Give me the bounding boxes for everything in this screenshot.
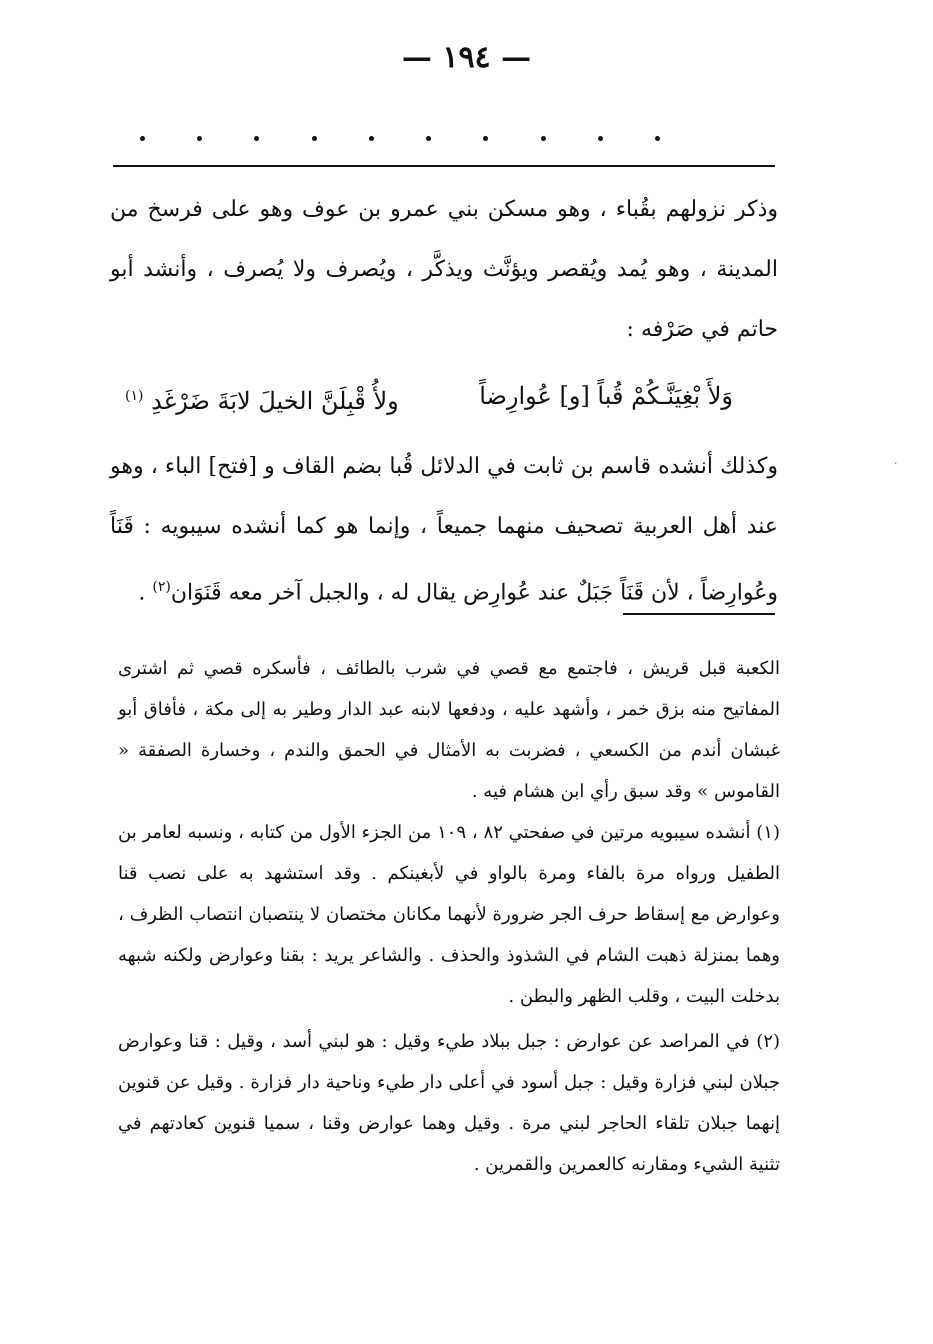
footnote-separator [623,613,775,615]
dot [369,136,374,141]
main-paragraph-2-text: وكذلك أنشده قاسم بن ثابت في الدلائل قُبا بضم القاف و [فتح] الباء ، وهو عند أهل العربية تصحيف منهما جميعاً ، وإنما هو كما أنشده سيبويه : قَنَاً وعُوارِضاً ، لأن قَنَاً جَبَلٌ عند عُوارِض يقال له ، والجبل آخر معه قَنَوَان [110,454,778,606]
footnote-2: (٢) في المراصد عن عوارض : جبل ببلاد طيء وقيل : هو لبني أسد ، وقيل : قنا وعوارض جبلان لبني فزارة وقيل : جبل أسود في أعلى دار طيء وناحية دار فزارة . وقيل عن قنوين إنهما جبلان تلقاء الحاجر لبني مرة . وقيل وهما عوارض وقنا ، سميا قنوين كعادتهم في تثنية الشيء ومقارنه كالعمرين والقمرين . [118,1031,780,1175]
dot [655,136,660,141]
verse-first-hemistich: وَلأَ بْغِيَنَّـكُمْ قُباً [و] عُوارِضاً [479,382,733,410]
footnote-1: (١) أنشده سيبويه مرتين في صفحتي ٨٢ ، ١٠٩ من الجزء الأول من كتابه ، ونسبه لعامر بن الطفيل ورواه مرة بالفاء ومرة بالواو في لأبغينكم . وقد استشهد به على نصب قنا وعوارض مع إسقاط حرف الجر ضرورة لأنهما مكانان مختصان لا ينتصبان انتصاب الظرف ، وهما بمنزلة ذهبت الشام في الشذوذ والحذف . والشاعر يريد : بقنا وعوارض ولكنه شبهه بدخلت البيت ، وقلب الظهر والبطن . [118,822,780,1007]
dot [254,136,259,141]
footnote-marker-2: (٢) [152,579,171,595]
footnote-continuation: الكعبة قبل قريش ، فاجتمع مع قصي في شرب بالطائف ، فأسكره قصي ثم اشترى المفاتيح منه بزق خمر ، وأشهد عليه ، ودفعها لابنه عبد الدار وطير به إلى مكة ، فأفاق أبو غبشان أندم من الكسعي ، فضربت به الأمثال في الحمق والندم ، وخسارة الصفقة « القاموس » وقد سبق رأي ابن هشام فيه . [118,658,780,802]
main-text [110,180,778,623]
header-rule [113,165,775,167]
dot [140,136,145,141]
dot [426,136,431,141]
dot [598,136,603,141]
main-paragraph-2: وكذلك أنشده قاسم بن ثابت في الدلائل قُبا بضم القاف و [فتح] الباء ، وهو عند أهل العربية تصحيف منهما جميعاً ، وإنما هو كما أنشده سيبويه : قَنَاً وعُوارِضاً ، لأن قَنَاً جَبَلٌ عند عُوارِض يقال له ، والجبل آخر معه قَنَوَان$^{(٢)}$ . [110,454,778,606]
verse-second-text: ولأُ قْبِلَنَّ الخيلَ لابَةَ ضَرْغَدِ [151,387,399,415]
dot [197,136,202,141]
margin-mark: ٠ [893,458,899,469]
dot [483,136,488,141]
footnote-marker-1: (١) [125,388,144,404]
poem-verse [110,360,778,437]
footnotes [118,648,780,1185]
main-paragraph-1: وذكر نزولهم بقُباء ، وهو مسكن بني عمرو بن عوف وهو على فرسخ من المدينة ، وهو يُمد ويُقصر ويؤنَّث ويذكَّر ، ويُصرف ولا يُصرف ، وأنشد أبو حاتم في صَرْفه : [110,197,778,342]
page-number: — ١٩٤ — [401,40,532,75]
dot [312,136,317,141]
verse-second-hemistich [125,360,399,437]
ellipsis-dots-row [140,136,660,141]
dot [541,136,546,141]
